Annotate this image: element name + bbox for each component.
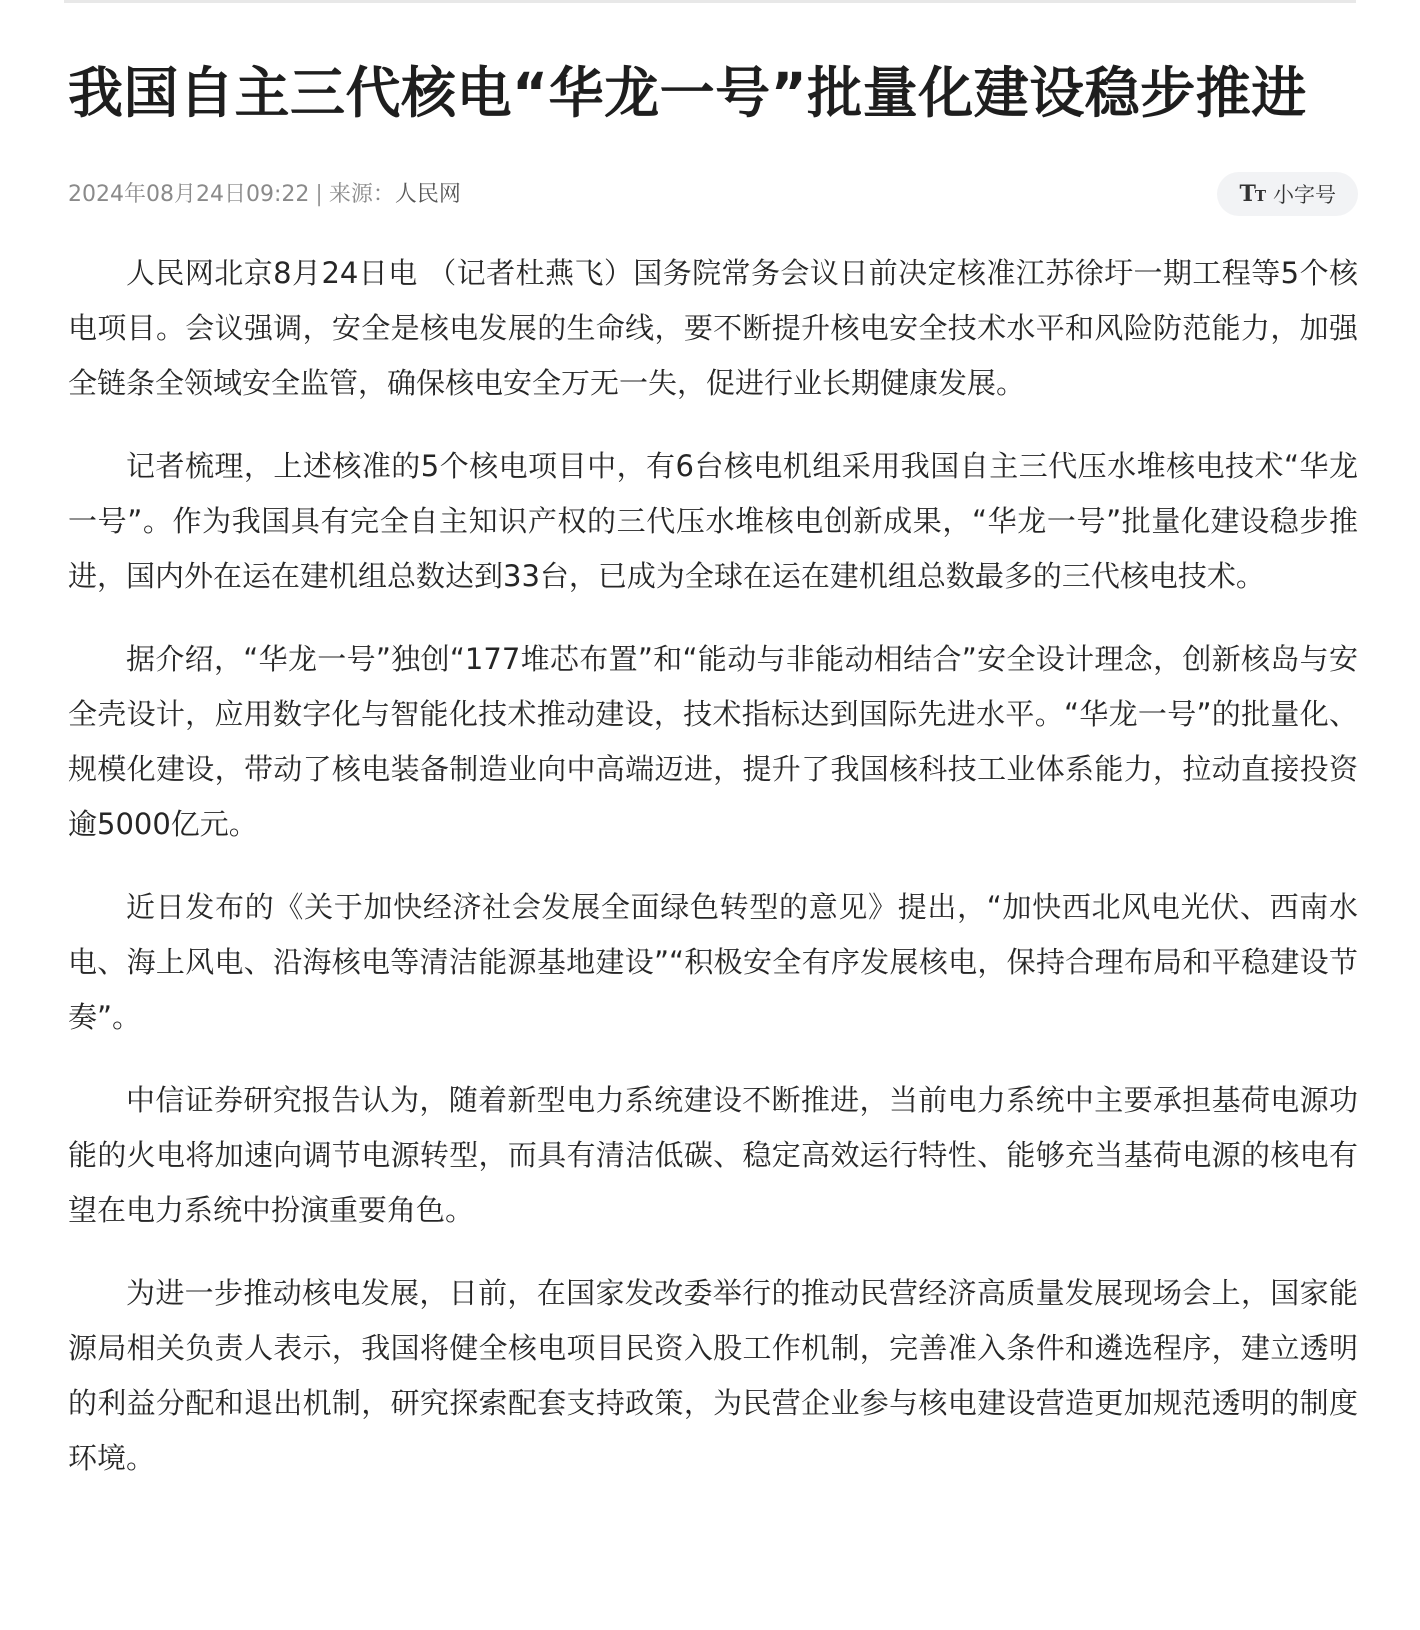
article-title: 我国自主三代核电“华龙一号”批量化建设稳步推进 (68, 61, 1307, 125)
article (68, 0, 1358, 1514)
meta-separator: | (315, 182, 323, 207)
font-size-toggle-label: 小字号 (1273, 183, 1336, 207)
article-meta (68, 182, 461, 208)
article-paragraph: 中信证券研究报告认为，随着新型电力系统建设不断推进，当前电力系统中主要承担基荷电源功能的火电将加速向调节电源转型，而具有清洁低碳、稳定高效运行特性、能够充当基荷电源的核电有望在电力系统中扮演重要角色。 (68, 1083, 1358, 1227)
font-size-toggle-button[interactable] (1217, 172, 1358, 216)
source-label: 来源： (328, 182, 395, 207)
article-meta-row (68, 172, 1358, 218)
article-paragraph: 记者梳理，上述核准的5个核电项目中，有6台核电机组采用我国自主三代压水堆核电技术“华龙一号”。作为我国具有完全自主知识产权的三代压水堆核电创新成果，“华龙一号”批量化建设稳步推进，国内外在运在建机组总数达到33台，已成为全球在运在建机组总数最多的三代核电技术。 (68, 449, 1358, 593)
text-size-icon: TT (1239, 181, 1265, 207)
article-paragraph: 据介绍，“华龙一号”独创“177堆芯布置”和“能动与非能动相结合”安全设计理念，创新核岛与安全壳设计，应用数字化与智能化技术推动建设，技术指标达到国际先进水平。“华龙一号”的批量化、规模化建设，带动了核电装备制造业向中高端迈进，提升了我国核科技工业体系能力，拉动直接投资逾5000亿元。 (68, 642, 1358, 841)
article-paragraph: 近日发布的《关于加快经济社会发展全面绿色转型的意见》提出，“加快西北风电光伏、西南水电、海上风电、沿海核电等清洁能源基地建设”“积极安全有序发展核电，保持合理布局和平稳建设节奏”。 (68, 890, 1358, 1034)
publish-datetime: 2024年08月24日09:22 (68, 182, 310, 207)
article-body (68, 246, 1358, 1486)
source-name: 人民网 (394, 182, 461, 207)
article-paragraph: 人民网北京8月24日电 （记者杜燕飞）国务院常务会议日前决定核准江苏徐圩一期工程等5个核电项目。会议强调，安全是核电发展的生命线，要不断提升核电安全技术水平和风险防范能力，加强全链条全领域安全监管，确保核电安全万无一失，促进行业长期健康发展。 (68, 256, 1358, 400)
article-paragraph: 为进一步推动核电发展，日前，在国家发改委举行的推动民营经济高质量发展现场会上，国家能源局相关负责人表示，我国将健全核电项目民资入股工作机制，完善准入条件和遴选程序，建立透明的利益分配和退出机制，研究探索配套支持政策，为民营企业参与核电建设营造更加规范透明的制度环境。 (68, 1276, 1358, 1475)
